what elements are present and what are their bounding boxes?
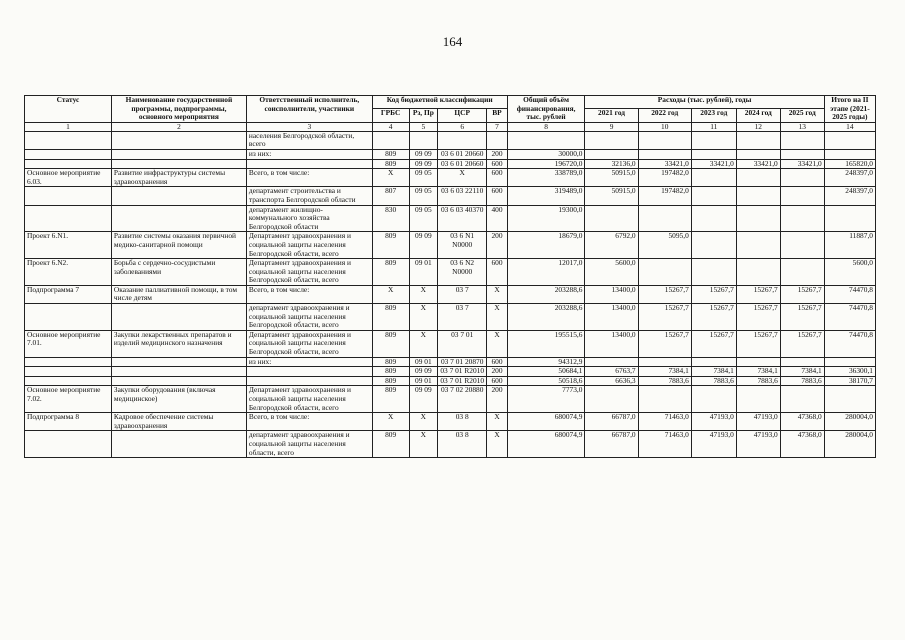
column-index: 10 [638, 122, 691, 131]
year-2021-cell [585, 357, 638, 367]
year-2025-cell [780, 187, 824, 205]
grbs-cell: 809 [372, 376, 409, 386]
executor-cell: Всего, в том числе: [246, 413, 372, 431]
stage-total-cell: 280004,0 [824, 413, 875, 431]
status-cell [25, 131, 112, 149]
vr-cell: 600 [487, 376, 508, 386]
stage-total-cell: 74470,8 [824, 304, 875, 331]
vr-cell: 600 [487, 169, 508, 187]
vr-cell: Х [487, 431, 508, 458]
year-2025-cell: 15267,7 [780, 304, 824, 331]
vr-cell: Х [487, 304, 508, 331]
grbs-cell: 809 [372, 431, 409, 458]
csr-cell: 03 7 01 20870 [438, 357, 487, 367]
table-row [25, 205, 876, 232]
year-2024-cell: 15267,7 [736, 304, 780, 331]
status-cell [25, 304, 112, 331]
year-2022-cell [638, 386, 691, 413]
csr-cell: 03 7 01 R2010 [438, 367, 487, 377]
year-2021-cell: 13400,0 [585, 285, 638, 303]
stage-total-cell [824, 131, 875, 149]
year-2022-cell: 71463,0 [638, 431, 691, 458]
year-2022-cell: 197482,0 [638, 187, 691, 205]
rz-pr-cell [409, 131, 438, 149]
header-name: Наименование государственной программы, подпрограммы, основного мероприятия [111, 96, 246, 123]
year-2024-cell: 7883,6 [736, 376, 780, 386]
year-2021-cell: 13400,0 [585, 304, 638, 331]
header-vr: ВР [487, 109, 508, 122]
year-2023-cell [691, 169, 736, 187]
column-index: 11 [691, 122, 736, 131]
year-2024-cell [736, 149, 780, 159]
table-row [25, 187, 876, 205]
year-2022-cell: 15267,7 [638, 330, 691, 357]
stage-total-cell: 248397,0 [824, 169, 875, 187]
year-2024-cell [736, 357, 780, 367]
stage-total-cell: 248397,0 [824, 187, 875, 205]
column-index: 9 [585, 122, 638, 131]
column-index-row [25, 122, 876, 131]
year-2024-cell [736, 131, 780, 149]
csr-cell: 03 6 01 20660 [438, 149, 487, 159]
vr-cell [487, 131, 508, 149]
total-volume-cell: 19300,0 [507, 205, 585, 232]
name-cell: Закупки оборудования (включая медицинское) [111, 386, 246, 413]
table-row [25, 367, 876, 377]
vr-cell: 200 [487, 367, 508, 377]
total-volume-cell: 203288,6 [507, 304, 585, 331]
csr-cell: 03 8 [438, 431, 487, 458]
table-row [25, 259, 876, 286]
column-index: 5 [409, 122, 438, 131]
year-2022-cell: 33421,0 [638, 159, 691, 169]
year-2024-cell: 47193,0 [736, 413, 780, 431]
column-index: 7 [487, 122, 508, 131]
executor-cell: Департамент здравоохранения и социальной защиты населения Белгородской области, всего [246, 386, 372, 413]
table-row [25, 431, 876, 458]
header-year-2021: 2021 год [585, 109, 638, 122]
year-2025-cell: 7384,1 [780, 367, 824, 377]
year-2024-cell [736, 386, 780, 413]
year-2021-cell [585, 131, 638, 149]
year-2024-cell [736, 169, 780, 187]
vr-cell: 200 [487, 149, 508, 159]
year-2021-cell: 32136,0 [585, 159, 638, 169]
column-index: 3 [246, 122, 372, 131]
grbs-cell: 809 [372, 386, 409, 413]
status-cell: Основное мероприятие 6.03. [25, 169, 112, 187]
rz-pr-cell: 09 09 [409, 232, 438, 259]
year-2021-cell: 6636,3 [585, 376, 638, 386]
executor-cell: Департамент здравоохранения и социальной защиты населения Белгородской области, всего [246, 232, 372, 259]
csr-cell: 03 7 [438, 304, 487, 331]
grbs-cell: Х [372, 413, 409, 431]
vr-cell: Х [487, 330, 508, 357]
name-cell [111, 131, 246, 149]
vr-cell: 200 [487, 232, 508, 259]
name-cell [111, 376, 246, 386]
name-cell [111, 187, 246, 205]
year-2025-cell: 15267,7 [780, 285, 824, 303]
name-cell [111, 304, 246, 331]
csr-cell: 03 7 01 R2010 [438, 376, 487, 386]
executor-cell [246, 159, 372, 169]
year-2024-cell: 33421,0 [736, 159, 780, 169]
year-2024-cell [736, 259, 780, 286]
vr-cell: 600 [487, 357, 508, 367]
rz-pr-cell: 09 01 [409, 259, 438, 286]
year-2025-cell: 7883,6 [780, 376, 824, 386]
column-index: 14 [824, 122, 875, 131]
rz-pr-cell: 09 09 [409, 386, 438, 413]
header-grbs: ГРБС [372, 109, 409, 122]
header-expenses: Расходы (тыс. рублей), годы [585, 96, 824, 109]
column-index: 1 [25, 122, 112, 131]
header-executor: Ответственный исполнитель, соисполнители, участники [246, 96, 372, 123]
year-2023-cell [691, 232, 736, 259]
table-row [25, 285, 876, 303]
executor-cell: Всего, в том числе: [246, 169, 372, 187]
year-2023-cell: 33421,0 [691, 159, 736, 169]
stage-total-cell: 36300,1 [824, 367, 875, 377]
year-2023-cell [691, 149, 736, 159]
total-volume-cell: 12017,0 [507, 259, 585, 286]
total-volume-cell: 94312,9 [507, 357, 585, 367]
name-cell [111, 357, 246, 367]
rz-pr-cell: Х [409, 330, 438, 357]
total-volume-cell [507, 131, 585, 149]
vr-cell: 600 [487, 259, 508, 286]
grbs-cell [372, 131, 409, 149]
year-2024-cell [736, 187, 780, 205]
status-cell [25, 431, 112, 458]
rz-pr-cell: Х [409, 413, 438, 431]
year-2021-cell [585, 149, 638, 159]
table-row [25, 413, 876, 431]
csr-cell [438, 131, 487, 149]
name-cell [111, 431, 246, 458]
rz-pr-cell: 09 05 [409, 169, 438, 187]
status-cell [25, 149, 112, 159]
stage-total-cell: 74470,8 [824, 285, 875, 303]
grbs-cell: 809 [372, 159, 409, 169]
year-2023-cell [691, 357, 736, 367]
year-2021-cell: 6763,7 [585, 367, 638, 377]
header-year-2023: 2023 год [691, 109, 736, 122]
executor-cell [246, 376, 372, 386]
name-cell: Развитие системы оказания первичной медико-санитарной помощи [111, 232, 246, 259]
column-index: 13 [780, 122, 824, 131]
year-2024-cell: 47193,0 [736, 431, 780, 458]
grbs-cell: 809 [372, 149, 409, 159]
year-2025-cell: 47368,0 [780, 431, 824, 458]
csr-cell: 03 6 N2 N0000 [438, 259, 487, 286]
year-2024-cell [736, 232, 780, 259]
stage-total-cell: 5600,0 [824, 259, 875, 286]
name-cell [111, 205, 246, 232]
name-cell [111, 159, 246, 169]
name-cell: Оказание паллиативной помощи, в том числе детям [111, 285, 246, 303]
header-rz-pr: Рз, Пр [409, 109, 438, 122]
header-year-2022: 2022 год [638, 109, 691, 122]
csr-cell: 03 8 [438, 413, 487, 431]
csr-cell: 03 7 01 [438, 330, 487, 357]
year-2021-cell [585, 386, 638, 413]
rz-pr-cell: 09 01 [409, 357, 438, 367]
status-cell [25, 205, 112, 232]
year-2023-cell: 47193,0 [691, 431, 736, 458]
stage-total-cell: 165820,0 [824, 159, 875, 169]
executor-cell: департамент здравоохранения и социальной защиты населения Белгородской области, всего [246, 304, 372, 331]
rz-pr-cell: Х [409, 285, 438, 303]
header-year-2025: 2025 год [780, 109, 824, 122]
executor-cell: департамент здравоохранения и социальной защиты населения области, всего [246, 431, 372, 458]
rz-pr-cell: 09 05 [409, 205, 438, 232]
name-cell: Развитие инфраструктуры системы здравоохранения [111, 169, 246, 187]
year-2023-cell [691, 259, 736, 286]
vr-cell: 600 [487, 159, 508, 169]
stage-total-cell [824, 386, 875, 413]
column-index: 6 [438, 122, 487, 131]
year-2022-cell [638, 149, 691, 159]
year-2023-cell: 15267,7 [691, 330, 736, 357]
stage-total-cell: 280004,0 [824, 431, 875, 458]
vr-cell: 200 [487, 386, 508, 413]
year-2022-cell [638, 205, 691, 232]
year-2021-cell: 50915,0 [585, 187, 638, 205]
name-cell: Борьба с сердечно-сосудистыми заболеваниями [111, 259, 246, 286]
executor-cell: Департамент здравоохранения и социальной защиты населения Белгородской области, всего [246, 259, 372, 286]
year-2021-cell: 66787,0 [585, 431, 638, 458]
header-total-volume: Общий объём финансирования, тыс. рублей [507, 96, 585, 123]
grbs-cell: 830 [372, 205, 409, 232]
column-index: 4 [372, 122, 409, 131]
total-volume-cell: 18679,0 [507, 232, 585, 259]
csr-cell: 03 6 03 22110 [438, 187, 487, 205]
year-2025-cell: 47368,0 [780, 413, 824, 431]
grbs-cell: 809 [372, 304, 409, 331]
csr-cell: 03 6 N1 N0000 [438, 232, 487, 259]
year-2024-cell: 15267,7 [736, 285, 780, 303]
header-budget-code: Код бюджетной классификации [372, 96, 507, 109]
column-index: 12 [736, 122, 780, 131]
vr-cell: 600 [487, 187, 508, 205]
total-volume-cell: 680074,9 [507, 431, 585, 458]
executor-cell: населения Белгородской области, всего [246, 131, 372, 149]
year-2021-cell: 5600,0 [585, 259, 638, 286]
year-2023-cell [691, 205, 736, 232]
vr-cell: Х [487, 413, 508, 431]
year-2024-cell: 15267,7 [736, 330, 780, 357]
status-cell [25, 357, 112, 367]
total-volume-cell: 196720,0 [507, 159, 585, 169]
year-2023-cell [691, 131, 736, 149]
year-2025-cell [780, 149, 824, 159]
csr-cell: 03 7 02 20880 [438, 386, 487, 413]
column-index: 2 [111, 122, 246, 131]
executor-cell: из них: [246, 357, 372, 367]
stage-total-cell [824, 149, 875, 159]
status-cell: Проект 6.N1. [25, 232, 112, 259]
year-2022-cell: 7883,6 [638, 376, 691, 386]
header-stage-total: Итого на II этапе (2021-2025 годы) [824, 96, 875, 123]
grbs-cell: 809 [372, 357, 409, 367]
stage-total-cell: 74470,8 [824, 330, 875, 357]
total-volume-cell: 30000,0 [507, 149, 585, 159]
year-2023-cell: 7384,1 [691, 367, 736, 377]
total-volume-cell: 338789,0 [507, 169, 585, 187]
rz-pr-cell: Х [409, 304, 438, 331]
csr-cell: Х [438, 169, 487, 187]
year-2023-cell: 15267,7 [691, 285, 736, 303]
table-row [25, 330, 876, 357]
grbs-cell: 807 [372, 187, 409, 205]
grbs-cell: 809 [372, 367, 409, 377]
status-cell: Подпрограмма 8 [25, 413, 112, 431]
year-2022-cell: 197482,0 [638, 169, 691, 187]
year-2025-cell [780, 131, 824, 149]
year-2022-cell: 71463,0 [638, 413, 691, 431]
name-cell: Кадровое обеспечение системы здравоохранения [111, 413, 246, 431]
year-2023-cell [691, 187, 736, 205]
total-volume-cell: 319489,0 [507, 187, 585, 205]
table-row [25, 376, 876, 386]
year-2021-cell [585, 205, 638, 232]
year-2023-cell [691, 386, 736, 413]
rz-pr-cell: 09 05 [409, 187, 438, 205]
executor-cell: департамент жилищно-коммунального хозяйства Белгородской области [246, 205, 372, 232]
header-status: Статус [25, 96, 112, 123]
year-2021-cell: 6792,0 [585, 232, 638, 259]
table-row [25, 149, 876, 159]
vr-cell: Х [487, 285, 508, 303]
table-row [25, 304, 876, 331]
year-2025-cell [780, 357, 824, 367]
grbs-cell: 809 [372, 330, 409, 357]
year-2024-cell [736, 205, 780, 232]
total-volume-cell: 680074,9 [507, 413, 585, 431]
year-2021-cell: 66787,0 [585, 413, 638, 431]
csr-cell: 03 6 03 40370 [438, 205, 487, 232]
page-number: 164 [442, 34, 463, 49]
grbs-cell: Х [372, 285, 409, 303]
status-cell [25, 367, 112, 377]
year-2024-cell: 7384,1 [736, 367, 780, 377]
rz-pr-cell: 09 01 [409, 376, 438, 386]
year-2023-cell: 15267,7 [691, 304, 736, 331]
year-2025-cell [780, 169, 824, 187]
table-row [25, 357, 876, 367]
table-row [25, 386, 876, 413]
year-2022-cell: 7384,1 [638, 367, 691, 377]
executor-cell: из них: [246, 149, 372, 159]
status-cell: Проект 6.N2. [25, 259, 112, 286]
name-cell [111, 367, 246, 377]
status-cell: Основное мероприятие 7.02. [25, 386, 112, 413]
rz-pr-cell: 09 09 [409, 159, 438, 169]
grbs-cell: 809 [372, 232, 409, 259]
stage-total-cell: 11887,0 [824, 232, 875, 259]
year-2025-cell [780, 205, 824, 232]
name-cell: Закупки лекарственных препаратов и изделий медицинского назначения [111, 330, 246, 357]
stage-total-cell: 38170,7 [824, 376, 875, 386]
total-volume-cell: 7773,0 [507, 386, 585, 413]
table-row [25, 131, 876, 149]
table-row [25, 232, 876, 259]
year-2022-cell [638, 259, 691, 286]
rz-pr-cell: Х [409, 431, 438, 458]
table-row [25, 159, 876, 169]
year-2022-cell: 15267,7 [638, 304, 691, 331]
grbs-cell: Х [372, 169, 409, 187]
header-year-2024: 2024 год [736, 109, 780, 122]
year-2023-cell: 7883,6 [691, 376, 736, 386]
rz-pr-cell: 09 09 [409, 367, 438, 377]
year-2022-cell: 15267,7 [638, 285, 691, 303]
total-volume-cell: 203288,6 [507, 285, 585, 303]
year-2021-cell: 13400,0 [585, 330, 638, 357]
vr-cell: 400 [487, 205, 508, 232]
total-volume-cell: 50684,1 [507, 367, 585, 377]
status-cell [25, 159, 112, 169]
status-cell: Основное мероприятие 7.01. [25, 330, 112, 357]
executor-cell [246, 367, 372, 377]
year-2022-cell [638, 131, 691, 149]
year-2022-cell [638, 357, 691, 367]
table-row [25, 169, 876, 187]
year-2025-cell: 33421,0 [780, 159, 824, 169]
year-2023-cell: 47193,0 [691, 413, 736, 431]
executor-cell: Всего, в том числе: [246, 285, 372, 303]
stage-total-cell [824, 205, 875, 232]
total-volume-cell: 195515,6 [507, 330, 585, 357]
header-csr: ЦСР [438, 109, 487, 122]
executor-cell: департамент строительства и транспорта Белгородской области [246, 187, 372, 205]
status-cell: Подпрограмма 7 [25, 285, 112, 303]
column-index: 8 [507, 122, 585, 131]
status-cell [25, 376, 112, 386]
rz-pr-cell: 09 09 [409, 149, 438, 159]
year-2025-cell [780, 386, 824, 413]
executor-cell: Департамент здравоохранения и социальной защиты населения Белгородской области, всего [246, 330, 372, 357]
csr-cell: 03 6 01 20660 [438, 159, 487, 169]
year-2022-cell: 5095,0 [638, 232, 691, 259]
year-2025-cell [780, 259, 824, 286]
csr-cell: 03 7 [438, 285, 487, 303]
status-cell [25, 187, 112, 205]
grbs-cell: 809 [372, 259, 409, 286]
year-2025-cell: 15267,7 [780, 330, 824, 357]
total-volume-cell: 50518,6 [507, 376, 585, 386]
stage-total-cell [824, 357, 875, 367]
name-cell [111, 149, 246, 159]
budget-table [24, 95, 876, 458]
year-2021-cell: 50915,0 [585, 169, 638, 187]
year-2025-cell [780, 232, 824, 259]
